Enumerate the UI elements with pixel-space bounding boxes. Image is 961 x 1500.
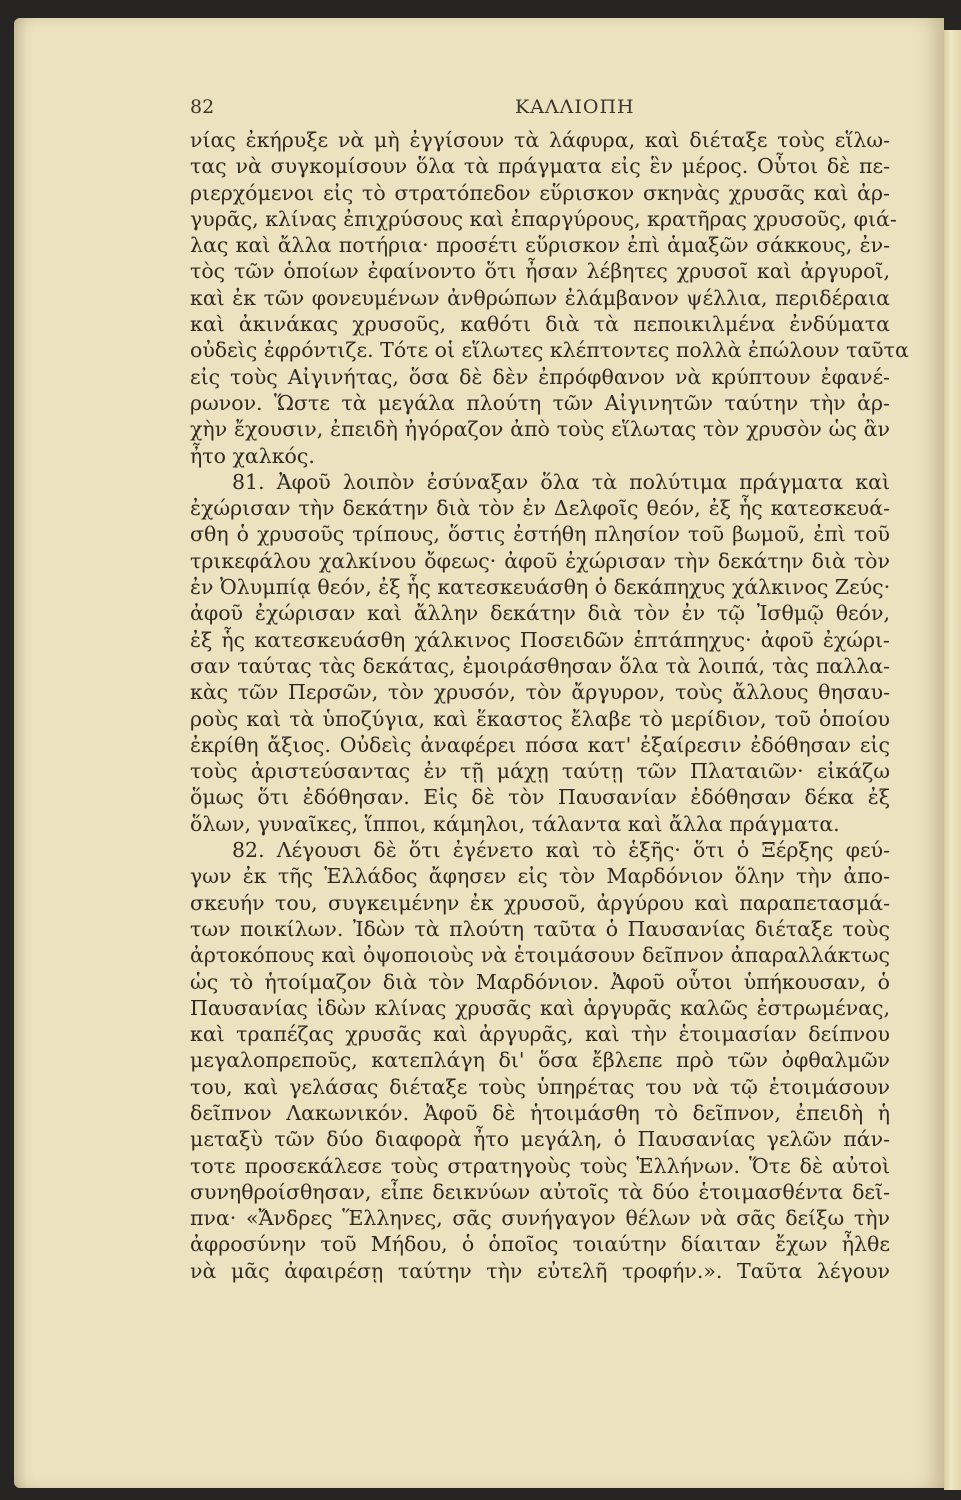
text-line: Παυσανίας ἰδὼν κλίνας χρυσᾶς καὶ ἀργυρᾶς καλῶς ἐστρωμένας, [190, 995, 890, 1020]
text-line: καὶ ἀκινάκας χρυσοῦς, καθότι διὰ τὰ πεποικιλμένα ἐνδύματα [190, 312, 890, 337]
text-line: ροὺς καὶ τὰ ὑποζύγια, καὶ ἕκαστος ἔλαβε τὸ μερίδιον, τοῦ ὁποίου [190, 706, 890, 731]
text-line: των ποικίλων. Ἰδὼν τὰ πλούτη ταῦτα ὁ Παυσανίας διέταξε τοὺς [190, 916, 890, 941]
text-line: καὶ ἐκ τῶν φονευμένων ἀνθρώπων ἐλάμβανον ψέλλια, περιδέραια [190, 285, 890, 310]
text-line: τοτε προσεκάλεσε τοὺς στρατηγοὺς τοὺς Ἑλλήνων. Ὅτε δὲ αὐτοὶ [190, 1153, 890, 1178]
text-line: νίας ἐκήρυξε νὰ μὴ ἐγγίσουν τὰ λάφυρα, καὶ διέταξε τοὺς εἵλω- [190, 128, 890, 152]
text-line: γων ἐκ τῆς Ἑλλάδος ἄφησεν εἰς τὸν Μαρδόνιον ὅλην τὴν ἀπο- [190, 864, 890, 889]
text-line: ἀρτοκόπους καὶ ὀψοποιοὺς νὰ ἑτοιμάσουν δεῖπνον ἀπαραλλάκτως [190, 943, 890, 968]
text-line: ἐν Ὀλυμπίᾳ θεόν, ἐξ ἧς κατεσκευάσθη ὁ δεκάπηχυς χάλκινος Ζεύς· [190, 575, 891, 600]
text-line: σκευήν του, συγκειμένην ἐκ χρυσοῦ, ἀργύρου καὶ παραπετασμά- [190, 890, 890, 915]
text-line: ριερχόμενοι εἰς τὸ στρατόπεδον εὕρισκον σκηνὰς χρυσᾶς καὶ ἀρ- [190, 180, 890, 205]
text-line: ὡς τὸ ἡτοίμαζον διὰ τὸν Μαρδόνιον. Ἀφοῦ οὗτοι ὑπήκουσαν, ὁ [190, 969, 890, 994]
text-line: καὶ τραπέζας χρυσᾶς καὶ ἀργυρᾶς, καὶ τὴν ἑτοιμασίαν δείπνου [190, 1022, 890, 1047]
text-line: μεταξὺ τῶν δύο διαφορὰ ἦτο μεγάλη, ὁ Παυσανίας γελῶν πάν- [190, 1127, 890, 1152]
text-line: γυρᾶς, κλίνας ἐπιχρύσους καὶ ἐπαργύρους, κρατῆρας χρυσοῦς, φιά- [190, 206, 897, 231]
text-line: εἰς τοὺς Αἰγινήτας, ὅσα δὲ δὲν ἐπρόφθανον νὰ κρύπτουν ἐφανέ- [190, 364, 890, 389]
section-82-start: 82. Λέγουσι δὲ ὅτι ἐγένετο καὶ τὸ ἑξῆς· ὅτι ὁ Ξέρξης φεύ- [232, 838, 890, 863]
text-line: τας νὰ συγκομίσουν ὅλα τὰ πράγματα εἰς ἓν μέρος. Οὗτοι δὲ πε- [190, 154, 890, 179]
text-line: ἐκρίθη ἄξιος. Οὐδεὶς ἀναφέρει πόσα κατ' ἐξαίρεσιν ἐδόθησαν εἰς [190, 732, 890, 757]
text-line: τρικεφάλου χαλκίνου ὄφεως· ἀφοῦ ἐχώρισαν τὴν δεκάτην διὰ τὸν [190, 548, 890, 573]
text-line: ἐξ ἧς κατεσκευάσθη χάλκινος Ποσειδῶν ἑπτάπηχυς· ἀφοῦ ἐχώρι- [190, 627, 890, 652]
text-line: σθη ὁ χρυσοῦς τρίπους, ὅστις ἐστήθη πλησίον τοῦ βωμοῦ, ἐπὶ τοῦ [190, 522, 890, 547]
text-line: λας καὶ ἄλλα ποτήρια· προσέτι εὕρισκον ἐπὶ ἁμαξῶν σάκκους, ἐν- [190, 233, 890, 258]
text-line: σαν ταύτας τὰς δεκάτας, ἐμοιράσθησαν ὅλα τὰ λοιπά, τὰς παλλα- [190, 653, 890, 678]
text-line: ρωνον. Ὥστε τὰ μεγάλα πλούτη τῶν Αἰγινητῶν ταύτην τὴν ἀρ- [190, 390, 890, 415]
text-line: μεγαλοπρεποῦς, κατεπλάγη δι' ὅσα ἔβλεπε πρὸ τῶν ὀφθαλμῶν [190, 1048, 890, 1073]
text-line: οὐδεὶς ἐφρόντιζε. Τότε οἱ εἵλωτες κλέπτοντες πολλὰ ἐπώλουν ταῦτα [190, 338, 909, 363]
facing-page-edge [944, 30, 961, 1490]
text-line: του, καὶ γελάσας διέταξε τοὺς ὑπηρέτας του νὰ τῷ ἑτοιμάσουν [190, 1074, 890, 1099]
text-line: δεῖπνον Λακωνικόν. Ἀφοῦ δὲ ἡτοιμάσθη τὸ δεῖπνον, ἐπειδὴ ἡ [190, 1100, 890, 1125]
page-header [190, 96, 890, 126]
text-line: ἐχώρισαν τὴν δεκάτην διὰ τὸν ἐν Δελφοῖς θεόν, ἐξ ἧς κατεσκευά- [190, 496, 890, 521]
running-title: ΚΑΛΛΙΟΠΗ [515, 96, 635, 118]
page-number: 82 [190, 96, 215, 118]
text-line: ἀφροσύνην τοῦ Μήδου, ὁ ὁποῖος τοιαύτην δίαιταν ἔχων ἦλθε [190, 1232, 890, 1257]
text-line: ἦτο χαλκός. [190, 443, 315, 468]
text-line: πνα· «Ἄνδρες Ἕλληνες, σᾶς συνήγαγον θέλων νὰ σᾶς δείξω τὴν [190, 1206, 890, 1231]
text-line: συνηθροίσθησαν, εἶπε δεικνύων αὐτοῖς τὰ δύο ἑτοιμασθέντα δεῖ- [190, 1179, 890, 1204]
text-line: νὰ μᾶς ἀφαιρέσῃ ταύτην τὴν εὐτελῆ τροφήν.». Ταῦτα λέγουν [190, 1258, 890, 1283]
body-text [190, 127, 909, 1284]
text-line: τοὺς ἀριστεύσαντας ἐν τῇ μάχῃ ταύτῃ τῶν Πλαταιῶν· εἰκάζω [190, 759, 890, 784]
text-line: ὅμως ὅτι ἐδόθησαν. Εἰς δὲ τὸν Παυσανίαν ἐδόθησαν δέκα ἐξ [190, 785, 890, 810]
text-line: τὸς τῶν ὁποίων ἐφαίνοντο ὅτι ἦσαν λέβητες χρυσοῖ καὶ ἀργυροῖ, [190, 259, 890, 284]
text-line: ὅλων, γυναῖκες, ἵπποι, κάμηλοι, τάλαντα καὶ ἄλλα πράγματα. [190, 811, 840, 836]
text-line: ἀφοῦ ἐχώρισαν καὶ ἄλλην δεκάτην διὰ τὸν ἐν τῷ Ἰσθμῷ θεόν, [190, 601, 890, 626]
section-81-start: 81. Ἀφοῦ λοιπὸν ἐσύναξαν ὅλα τὰ πολύτιμα πράγματα καὶ [232, 469, 890, 494]
text-line: κὰς τῶν Περσῶν, τὸν χρυσόν, τὸν ἄργυρον, τοὺς ἄλλους θησαυ- [190, 680, 890, 705]
text-line: χὴν ἔχουσιν, ἐπειδὴ ἠγόραζον ἀπὸ τοὺς εἵλωτας τὸν χρυσὸν ὡς ἂν [190, 417, 890, 442]
